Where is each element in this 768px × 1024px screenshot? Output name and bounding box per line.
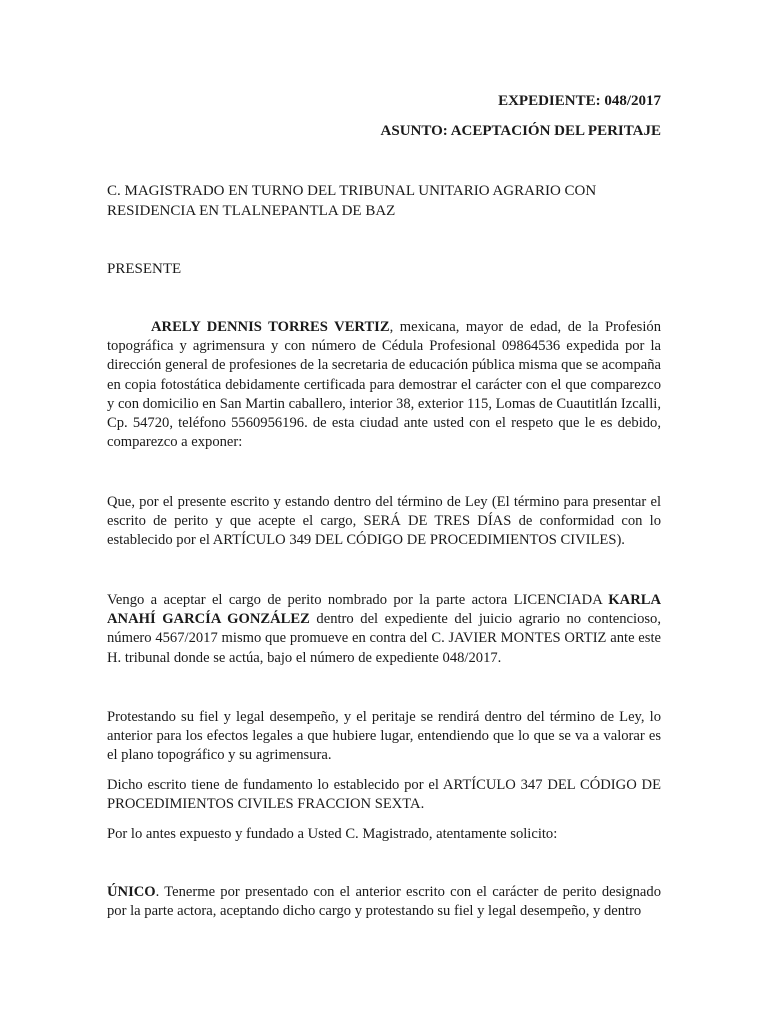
- paragraph-que: Que, por el presente escrito y estando dentro del término de Ley (El término para presentar el escrito de perito y que acepte el cargo, SERÁ DE TRES DÍAS de conformidad con lo establecido por el ARTÍCULO 349 DEL CÓDIGO DE PROCEDIMIENTOS CIVILES).: [107, 494, 661, 549]
- unico-label: ÚNICO: [107, 884, 156, 900]
- paragraph-unico: [107, 883, 661, 921]
- addressee-line-2: RESIDENCIA EN TLALNEPANTLA DE BAZ: [107, 203, 396, 219]
- intro-text: , mexicana, mayor de edad, de la Profesión topográfica y agrimensura y con número de Cédula Profesional 09864536 expedida por la dirección general de profesiones de la secretaria de educación pública misma que se acompaña en copia fotostática debidamente certificada para demostrar el carácter con el que comparezco y con domicilio en San Martin caballero, interior 38, exterior 115, Lomas de Cuautitlán Izcalli, Cp. 54720, teléfono 5560956196. de esta ciudad ante usted con el respeto que le es debido, comparezco a exponer:: [107, 319, 661, 451]
- unico-text: . Tenerme por presentado con el anterior escrito con el carácter de perito designado por la parte actora, aceptando dicho cargo y protestando su fiel y legal desempeño, y dentro: [107, 884, 661, 920]
- vengo-text-after: dentro del expediente del juicio agrario no contencioso, número 4567/2017 mismo que promueve en contra del C. JAVIER MONTES ORTIZ ante este H. tribunal donde se actúa, bajo el número de expediente 048/2017.: [107, 611, 662, 666]
- subject-line: ASUNTO: ACEPTACIÓN DEL PERITAJE: [380, 123, 661, 139]
- paragraph-vengo: [107, 591, 661, 668]
- vengo-text-before: Vengo a aceptar el cargo de perito nombrado por la parte actora LICENCIADA: [107, 592, 609, 608]
- licenciada-name: KARLA ANAHÍ GARCÍA GONZÁLEZ: [107, 592, 661, 628]
- presente-label: PRESENTE: [107, 261, 182, 277]
- paragraph-dicho: Dicho escrito tiene de fundamento lo establecido por el ARTÍCULO 347 DEL CÓDIGO DE PROCEDIMIENTOS CIVILES FRACCION SEXTA.: [107, 777, 661, 813]
- intro-paragraph: [107, 318, 661, 452]
- author-name: ARELY DENNIS TORRES VERTIZ: [151, 319, 390, 335]
- case-number: EXPEDIENTE: 048/2017: [498, 93, 661, 109]
- paragraph-protestando: Protestando su fiel y legal desempeño, y el peritaje se rendirá dentro del término de Ley, lo anterior para los efectos legales a que hubiere lugar, entendiendo que lo que se va a valorar es el plano topográfico y su agrimensura.: [107, 709, 661, 764]
- paragraph-por: Por lo antes expuesto y fundado a Usted C. Magistrado, atentamente solicito:: [107, 826, 558, 842]
- addressee-line-1: C. MAGISTRADO EN TURNO DEL TRIBUNAL UNITARIO AGRARIO CON: [107, 183, 597, 199]
- addressee: [107, 181, 661, 221]
